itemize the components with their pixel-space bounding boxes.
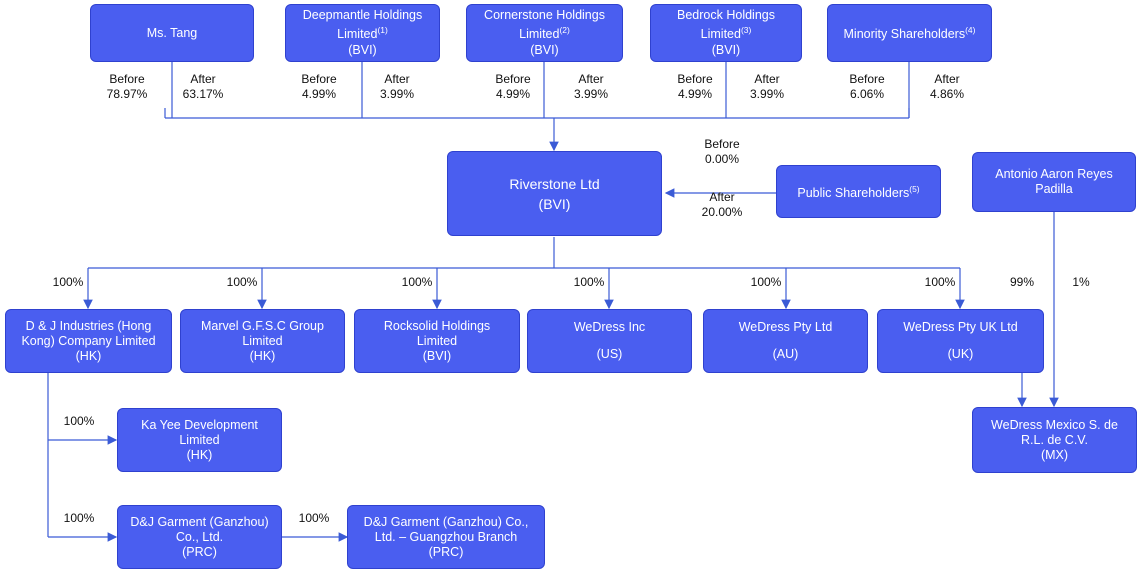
node-minority-shareholders[interactable] xyxy=(827,4,992,62)
node-ms-tang[interactable] xyxy=(90,4,254,62)
node-cornerstone-line2: Limited$^{(2)}$ xyxy=(519,25,570,42)
node-wedress-inc-line1: WeDress Inc xyxy=(573,320,646,334)
label-minority-before xyxy=(832,72,902,102)
label-public-before xyxy=(686,137,758,167)
node-wedress-inc-line2: (US) xyxy=(596,347,623,361)
node-ka-yee-development[interactable] xyxy=(117,408,282,472)
node-rocksolid-line1: Rocksolid Holdings xyxy=(383,318,491,333)
label-pct-mexico-99: 99% xyxy=(1009,275,1035,289)
label-tang-after-header: After xyxy=(190,72,216,86)
label-pct-ka-yee: 100% xyxy=(63,414,95,428)
node-marvel-gfsc-group[interactable] xyxy=(180,309,345,373)
label-public-after xyxy=(686,190,758,220)
node-wedress-mexico-line2: R.L. de C.V. xyxy=(1021,432,1088,447)
label-pct-dj-garment-branch: 100% xyxy=(298,511,330,525)
label-cornerstone-before xyxy=(478,72,548,102)
node-ka-yee-line1: Ka Yee Development xyxy=(141,417,258,432)
label-cornerstone-after xyxy=(556,72,626,102)
footnote-marker-2: (2) xyxy=(559,25,570,36)
label-pct-marvel: 100% xyxy=(226,275,258,289)
label-tang-before-header: Before xyxy=(109,72,145,86)
node-dj-garment-line1: D&J Garment (Ganzhou) xyxy=(130,514,269,529)
label-cornerstone-before-value: 4.99% xyxy=(495,87,531,101)
label-bedrock-before-header: Before xyxy=(677,72,713,86)
node-wedress-pty-uk-line2: (UK) xyxy=(947,347,974,361)
label-deepmantle-before xyxy=(284,72,354,102)
label-tang-before xyxy=(92,72,162,102)
label-public-after-value: 20.00% xyxy=(701,205,743,219)
node-deepmantle-line3: (BVI) xyxy=(348,42,377,57)
node-riverstone-line2: (BVI) xyxy=(538,195,571,212)
label-cornerstone-after-value: 3.99% xyxy=(573,87,609,101)
node-wedress-inc[interactable] xyxy=(527,309,692,373)
node-rocksolid-line2: Limited xyxy=(416,333,458,348)
label-pct-wedress-pty: 100% xyxy=(750,275,782,289)
label-deepmantle-after-value: 3.99% xyxy=(379,87,415,101)
node-dj-industries-line1: D & J Industries (Hong xyxy=(25,318,152,333)
node-wedress-pty-uk-line1: WeDress Pty UK Ltd xyxy=(903,320,1018,334)
label-pct-dj-industries: 100% xyxy=(52,275,84,289)
node-bedrock-line3: (BVI) xyxy=(711,42,741,57)
node-public-shareholders-line1: Public Shareholders$^{(5)}$ xyxy=(797,183,920,201)
node-wedress-pty-uk-ltd[interactable] xyxy=(877,309,1044,373)
node-wedress-pty-ltd[interactable] xyxy=(703,309,868,373)
node-wedress-pty-line2: (AU) xyxy=(772,347,799,361)
footnote-marker-1: (1) xyxy=(377,25,388,36)
node-marvel-line2: Limited xyxy=(242,333,283,348)
node-wedress-mexico-line1: WeDress Mexico S. de xyxy=(991,417,1118,432)
label-tang-after xyxy=(168,72,238,102)
label-pct-wedress-inc: 100% xyxy=(573,275,605,289)
label-pct-wedress-pty-uk: 100% xyxy=(924,275,956,289)
node-dj-garment-line3: (PRC) xyxy=(182,544,217,559)
label-deepmantle-after xyxy=(362,72,432,102)
label-bedrock-after-header: After xyxy=(754,72,780,86)
node-dj-garment-ganzhou[interactable] xyxy=(117,505,282,569)
footnote-marker-3: (3) xyxy=(740,25,752,36)
footnote-marker-4: (4) xyxy=(965,25,976,36)
label-deepmantle-before-value: 4.99% xyxy=(301,87,337,101)
node-deepmantle-line1: Deepmantle Holdings xyxy=(302,8,423,23)
node-dj-garment-branch-line3: (PRC) xyxy=(428,544,464,559)
node-bedrock-line2: Limited$^{(3)}$ xyxy=(700,25,752,42)
node-minority-line1: Minority Shareholders$^{(4)}$ xyxy=(843,25,976,42)
node-marvel-line1: Marvel G.F.S.C Group xyxy=(201,318,324,333)
node-wedress-mexico-line3: (MX) xyxy=(1040,447,1069,462)
label-bedrock-after xyxy=(732,72,802,102)
label-minority-after-value: 4.86% xyxy=(929,87,965,101)
label-minority-before-header: Before xyxy=(849,72,885,86)
footnote-marker-5: (5) xyxy=(909,183,920,194)
node-dj-garment-line2: Co., Ltd. xyxy=(175,529,224,544)
node-antonio-line2: Padilla xyxy=(1035,182,1073,196)
label-minority-before-value: 6.06% xyxy=(849,87,885,101)
node-ka-yee-line2: Limited xyxy=(179,432,220,447)
node-bedrock-holdings[interactable] xyxy=(650,4,802,62)
node-riverstone-line1: Riverstone Ltd xyxy=(509,175,600,192)
node-dj-industries-line2: Kong) Company Limited xyxy=(21,333,156,348)
label-cornerstone-before-header: Before xyxy=(495,72,531,86)
label-bedrock-before xyxy=(660,72,730,102)
label-pct-dj-garment: 100% xyxy=(63,511,95,525)
node-antonio-aaron-reyes-padilla[interactable] xyxy=(972,152,1136,212)
node-public-shareholders[interactable] xyxy=(776,165,941,218)
label-public-before-header: Before xyxy=(704,137,740,151)
node-ms-tang-line1: Ms. Tang xyxy=(146,25,198,40)
node-dj-industries-hk[interactable] xyxy=(5,309,172,373)
node-dj-garment-branch-line2: Ltd. – Guangzhou Branch xyxy=(374,529,518,544)
node-wedress-pty-line1: WeDress Pty Ltd xyxy=(738,320,833,334)
label-bedrock-after-value: 3.99% xyxy=(749,87,785,101)
node-rocksolid-line3: (BVI) xyxy=(422,348,452,363)
node-dj-industries-line3: (HK) xyxy=(75,348,102,363)
label-pct-rocksolid: 100% xyxy=(401,275,433,289)
node-rocksolid-holdings[interactable] xyxy=(354,309,520,373)
node-dj-garment-guangzhou-branch[interactable] xyxy=(347,505,545,569)
node-cornerstone-holdings[interactable] xyxy=(466,4,623,62)
label-deepmantle-after-header: After xyxy=(384,72,410,86)
label-tang-before-value: 78.97% xyxy=(106,87,148,101)
node-cornerstone-line3: (BVI) xyxy=(530,42,559,57)
node-wedress-mexico[interactable] xyxy=(972,407,1137,473)
label-bedrock-before-value: 4.99% xyxy=(677,87,713,101)
node-dj-garment-branch-line1: D&J Garment (Ganzhou) Co., xyxy=(363,514,529,529)
label-minority-after xyxy=(912,72,982,102)
label-deepmantle-before-header: Before xyxy=(301,72,337,86)
label-tang-after-value: 63.17% xyxy=(182,87,224,101)
node-ka-yee-line3: (HK) xyxy=(186,447,213,462)
label-minority-after-header: After xyxy=(934,72,960,86)
node-marvel-line3: (HK) xyxy=(249,348,276,363)
label-public-before-value: 0.00% xyxy=(704,152,740,166)
node-deepmantle-holdings[interactable] xyxy=(285,4,440,62)
label-public-after-header: After xyxy=(709,190,735,204)
node-riverstone-ltd[interactable] xyxy=(447,151,662,236)
node-bedrock-line1: Bedrock Holdings xyxy=(677,8,775,23)
node-deepmantle-line2: Limited$^{(1)}$ xyxy=(337,25,388,42)
node-cornerstone-line1: Cornerstone Holdings xyxy=(484,8,605,23)
label-pct-mexico-1: 1% xyxy=(1072,275,1090,289)
label-cornerstone-after-header: After xyxy=(578,72,604,86)
node-antonio-line1: Antonio Aaron Reyes xyxy=(995,167,1113,181)
